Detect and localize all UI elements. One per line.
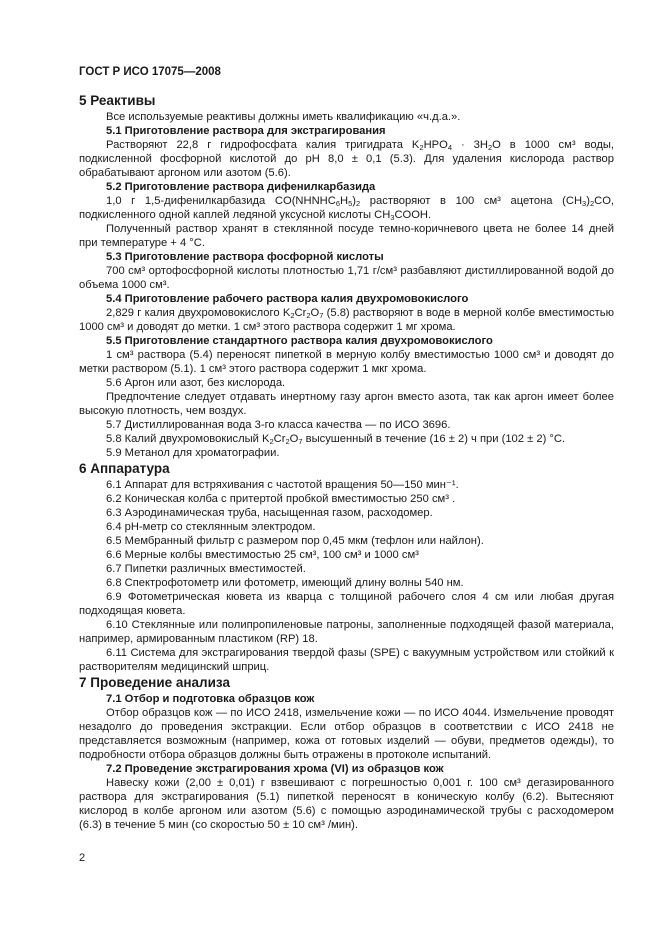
subsection-5-1-text: Растворяют 22,8 г гидрофосфата калия тригидрата $K_2HPO_4 \cdot 3H_2O$ в 1000 см³ воды, подкисленной фосфорной кислотой до pH 8,0 ± 0,1 (5.3). Для удаления кислорода раствор обрабатывают аргоном или азотом (5.6). [79,139,614,179]
subsection-5-4-title: 5.4 Приготовление рабочего раствора калия двухромовокислого [106,293,469,305]
subsection-5-5-title: 5.5 Приготовление стандартного раствора калия двухромовокислого [106,335,493,347]
subsection-5-5-text: 1 см³ раствора (5.4) переносят пипеткой в мерную колбу вместимостью 1000 см³ и доводят до метки раствором (5.1). 1 см³ этого раствора содержит 1 мкг хрома. [79,349,614,375]
apparatus-item: 6.11 Система для экстрагирования твердой фазы (SPE) с вакуумным устройством или стойкий к растворителям медицинский шприц. [79,647,614,673]
subsection-5-2-title: 5.2 Приготовление раствора дифенилкарбазида [106,181,376,193]
subsection-5-7-text: 5.7 Дистиллированная вода 3-го класса качества — по ИСО 3696. [106,419,451,431]
section-5-intro: Все используемые реактивы должны иметь квалификацию «ч.д.а.». [106,111,461,123]
section-7-heading: 7 Проведение анализа [79,675,230,690]
apparatus-item: 6.10 Стеклянные или полипропиленовые патроны, заполненные подходящей фазой материала, например, армированным пластиком (RP) 18. [79,619,614,645]
apparatus-item: 6.8 Спектрофотометр или фотометр, имеющий длину волны 540 нм. [106,577,464,589]
apparatus-item: 6.5 Мембранный фильтр с размером пор 0,45 мкм (тефлон или найлон). [106,535,484,547]
page-content [79,92,614,832]
subsection-7-2-text: Навеску кожи (2,00 ± 0,01) г взвешивают с погрешностью 0,001 г. 100 см³ дегазированного раствора для экстрагирования (5.1) пипеткой переносят в коническую колбу (6.2). Вытесняют кислород в колбе аргоном или азотом (5.6) с помощью аэродинамической трубы с расходомером (6.3) в течение 5 мин (со скоростью 50 ± 10 см³ /мин). [79,777,614,831]
subsection-7-2-title: 7.2 Проведение экстрагирования хрома (VI) из образцов кож [106,763,444,775]
page-number: 2 [79,852,86,864]
apparatus-item: 6.2 Коническая колба с притертой пробкой вместимостью 250 см³ . [106,493,456,505]
apparatus-item: 6.7 Пипетки различных вместимостей. [106,563,306,575]
apparatus-item: 6.1 Аппарат для встряхивания с частотой вращения 50—150 мин⁻¹. [106,479,459,491]
apparatus-item: 6.4 pH-метр со стеклянным электродом. [106,521,316,533]
apparatus-item: 6.6 Мерные колбы вместимостью 25 см³, 100 см³ и 1000 см³ [106,549,419,561]
subsection-5-6-note: Предпочтение следует отдавать инертному газу аргон вместо азота, так как аргон имеет более высокую плотность, чем воздух. [79,391,614,417]
subsection-5-1-title: 5.1 Приготовление раствора для экстрагирования [106,125,386,137]
subsection-5-3-title: 5.3 Приготовление раствора фосфорной кислоты [106,251,384,263]
subsection-5-8-text: 5.8 Калий двухромовокислый $K_2Cr_2O_7$ высушенный в течение (16 ± 2) ч при (102 ± 2) °С. [106,433,566,446]
subsection-7-1-text: Отбор образцов кож — по ИСО 2418, измельчение кожи — по ИСО 4044. Измельчение проводят незадолго до проведения экстракции. Если отбор образцов в соответствии с ИСО 2418 не представляется возможным (например, кожа от готовых изделий — обуви, предметов одежды), то подробности отбора образцов должны быть отражены в протоколе испытаний. [79,707,614,761]
section-6-heading: 6 Аппаратура [79,461,170,476]
subsection-5-4-text: 2,829 г калия двухромовокислого $K_2Cr_2O_7$ (5.8) растворяют в воде в мерной колбе вместимостью 1000 см³ и доводят до метки. 1 см³ этого раствора содержит 1 мг хрома. [79,307,614,333]
apparatus-item: 6.3 Аэродинамическая труба, насыщенная газом, расходомер. [106,507,433,519]
subsection-5-3-text: 700 см³ ортофосфорной кислоты плотностью 1,71 г/см³ разбавляют дистиллированной водой до объема 1000 см³. [79,265,614,291]
subsection-5-9-text: 5.9 Метанол для хроматографии. [106,447,280,459]
subsection-7-1-title: 7.1 Отбор и подготовка образцов кож [106,693,315,705]
apparatus-item: 6.9 Фотометрическая кювета из кварца с толщиной рабочего слоя 4 см или любая другая подходящая кювета. [79,591,614,617]
subsection-5-2-storage: Полученный раствор хранят в стеклянной посуде темно-коричневого цвета не более 14 дней при температуре + 4 °С. [79,223,614,249]
standard-header: ГОСТ Р ИСО 17075—2008 [79,66,221,78]
subsection-5-2-text: 1,0 г 1,5-дифенилкарбазида $CO(NHNHC_6H_5)_2$ растворяют в 100 см³ ацетона $(CH_3)_2CO$, подкисленного одной каплей ледяной уксусной кислоты $CH_3COOH$. [79,195,614,222]
subsection-5-6-text: 5.6 Аргон или азот, без кислорода. [106,377,286,389]
section-5-heading: 5 Реактивы [79,93,156,108]
